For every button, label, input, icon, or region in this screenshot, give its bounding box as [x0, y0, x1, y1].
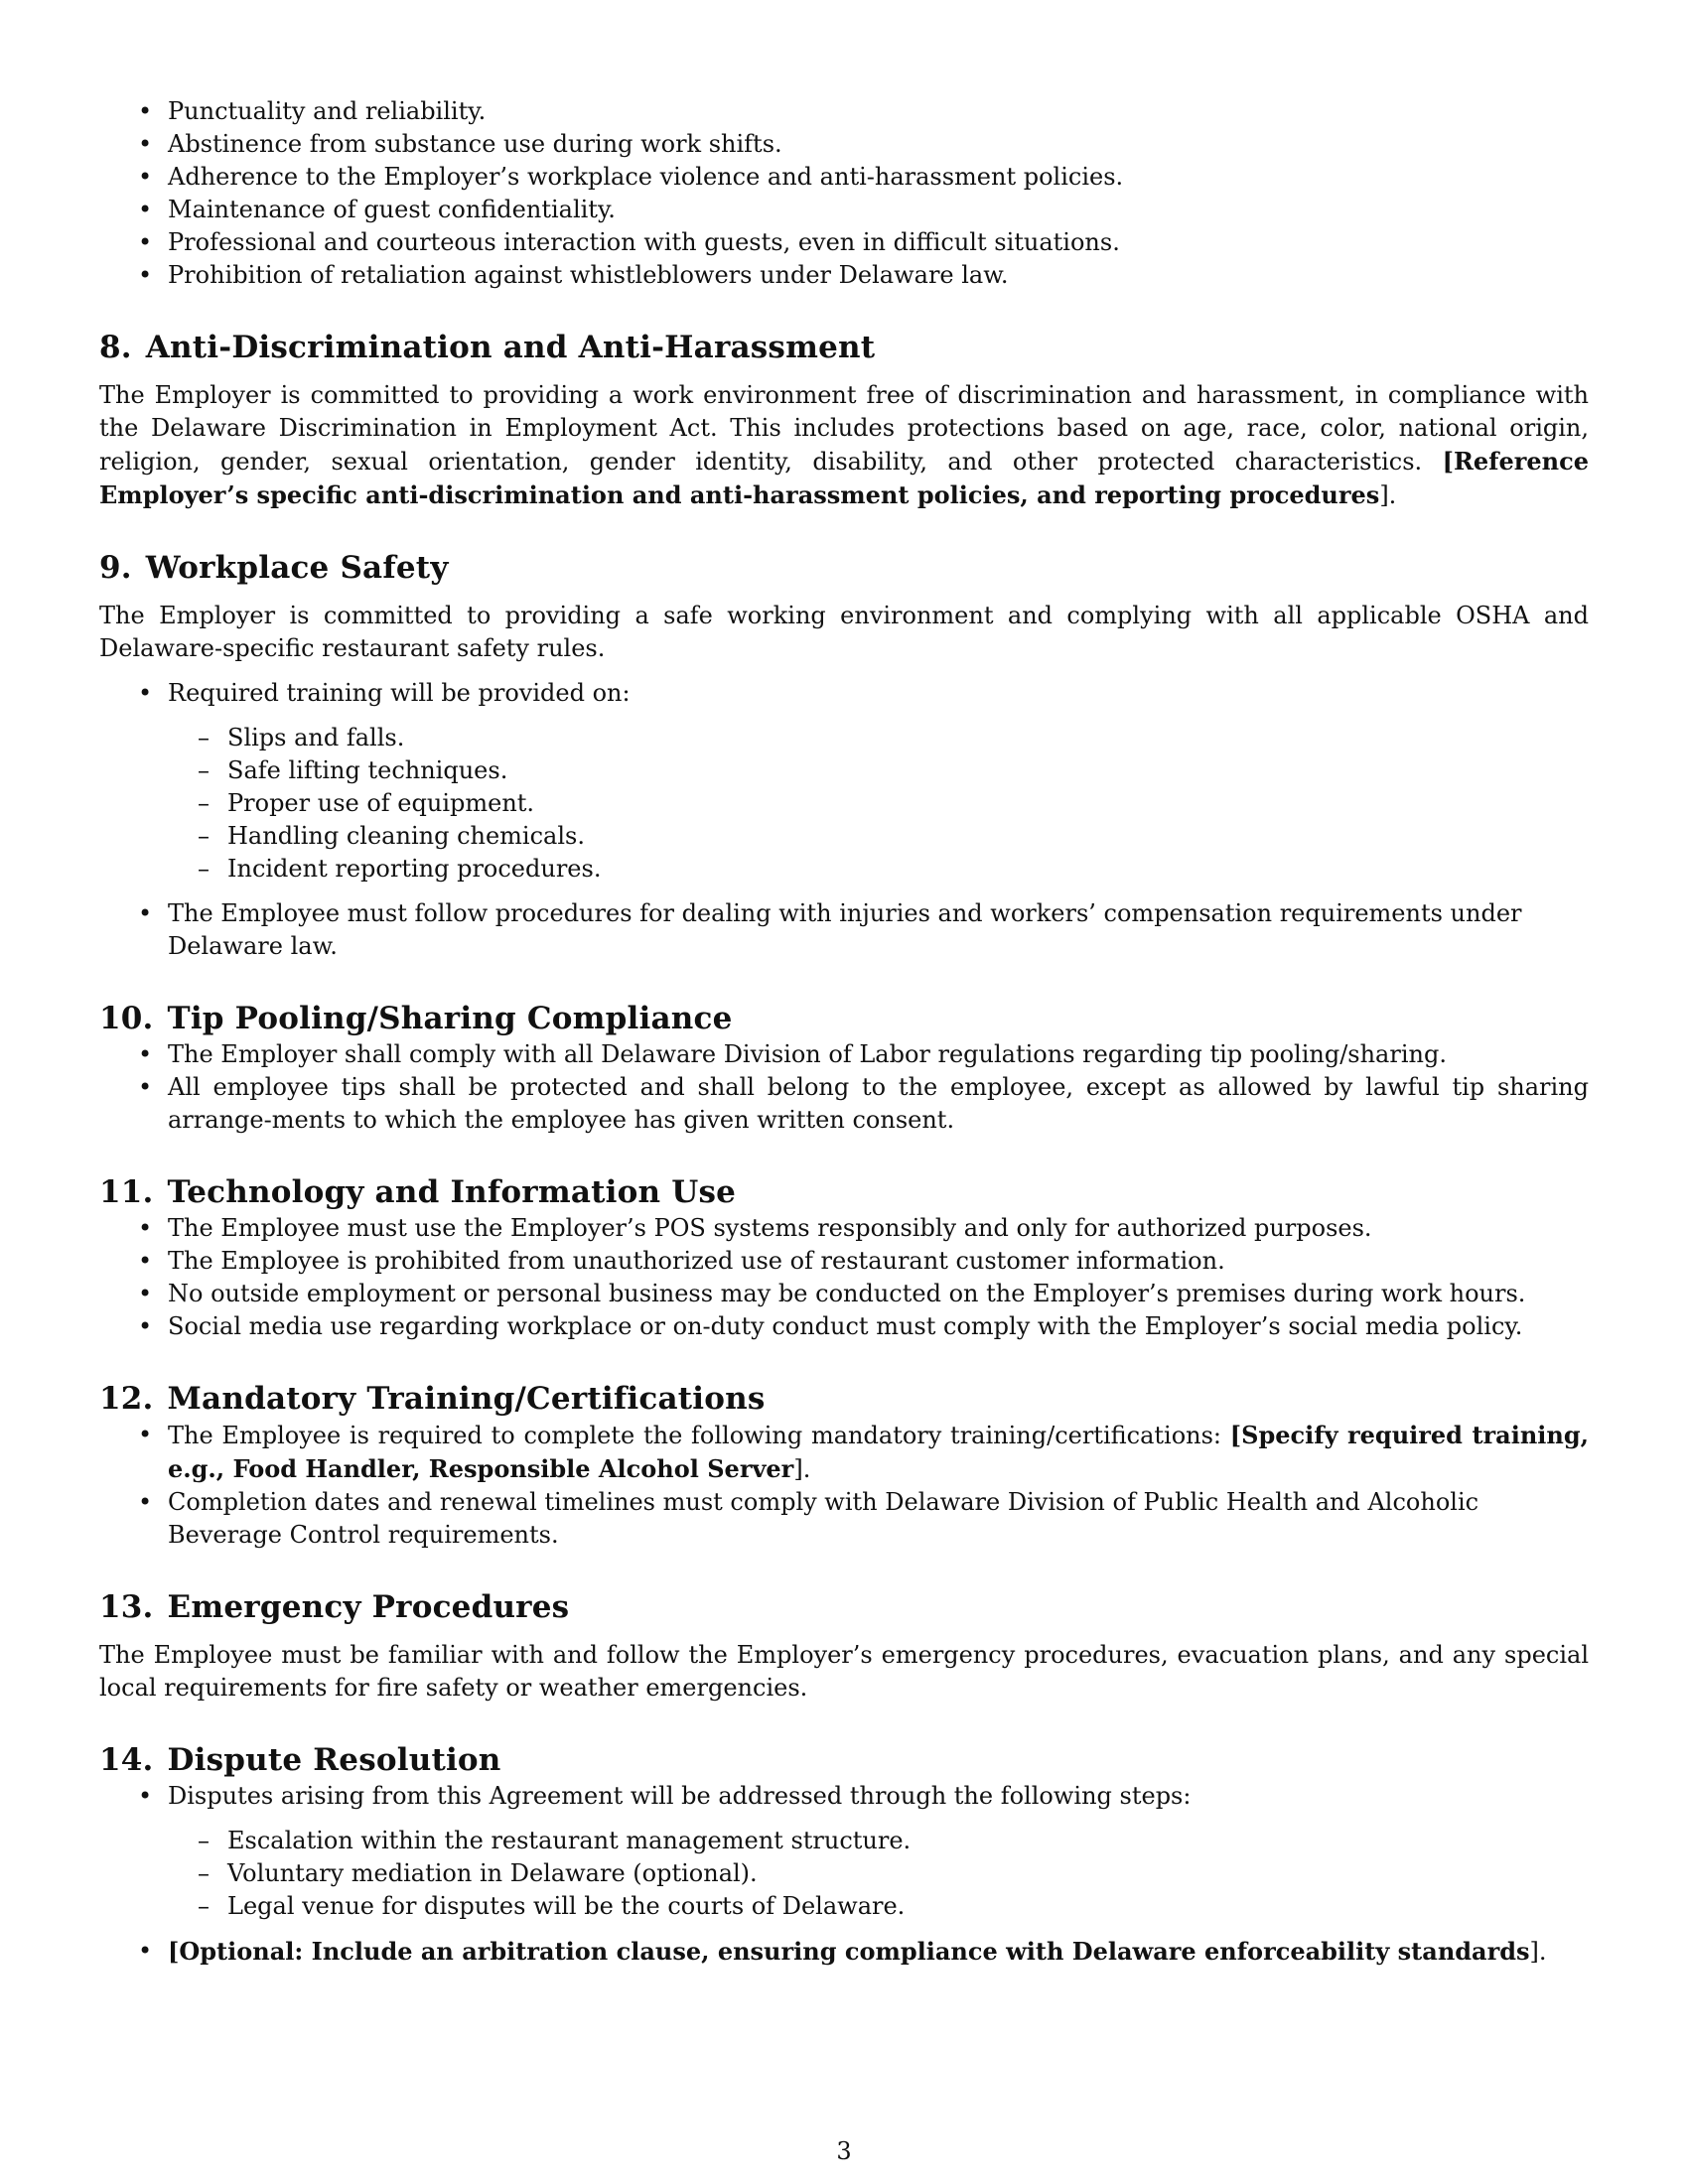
placeholder-text: Optional: Include an arbitration clause, ensuring compliance with Delaware enforceability standards [179, 1937, 1530, 1966]
list-item-text: Required training will be provided on: [168, 679, 631, 707]
section-title: Emergency Procedures [167, 1589, 570, 1625]
document-page [99, 95, 1589, 1969]
list-item: • All employee tips shall be protected and shall belong to the employee, except as allowed by lawful tip sharing arrange-ments to which the employee has given written consent. [99, 1071, 1589, 1137]
section-number: 11. [99, 1174, 154, 1210]
section-heading [99, 1740, 1589, 1780]
section-number: 8. [99, 330, 132, 365]
section-11 [99, 1172, 1589, 1343]
list-item [99, 1419, 1589, 1486]
list-item-text: The Employee is required to complete the following mandatory training/certifications: [168, 1422, 1230, 1449]
sublist-item: – Handling cleaning chemicals. [99, 820, 1589, 853]
list-item: • Prohibition of retaliation against whistleblowers under Delaware law. [99, 259, 1589, 292]
list-item: • Professional and courteous interaction with guests, even in difficult situations. [99, 226, 1589, 259]
list-item: • The Employer shall comply with all Delaware Division of Labor regulations regarding tip pooling/sharing. [99, 1038, 1589, 1071]
section-number: 9. [99, 550, 132, 586]
sublist-item: – Safe lifting techniques. [99, 754, 1589, 787]
list-item: • The Employee is prohibited from unauthorized use of restaurant customer information. [99, 1245, 1589, 1278]
bracket-open: [ [1442, 447, 1454, 476]
section-14 [99, 1740, 1589, 1969]
section-title: Dispute Resolution [167, 1742, 501, 1778]
dispute-list [99, 1780, 1589, 1969]
technology-list [99, 1212, 1589, 1343]
paragraph-text: The Employer is committed to providing a work environment free of discrimination and harassment, in compliance with the Delaware Discrimination in Employment Act. This includes protections based on age, race, color, national origin, religion, gender, sexual orientation, gender identity, disability, and other protected characteristics. [99, 381, 1589, 476]
section-paragraph [99, 379, 1589, 512]
list-item: • Completion dates and renewal timelines must comply with Delaware Division of Public Health and Alcoholic Beverage Control requirements. [99, 1486, 1589, 1552]
section-heading [99, 999, 1589, 1038]
section-9 [99, 548, 1589, 963]
placeholder-text: Specify required training, e.g., Food Handler, Responsible Alcohol Server [168, 1421, 1589, 1483]
tip-list [99, 1038, 1589, 1137]
list-item: • Punctuality and reliability. [99, 95, 1589, 128]
placeholder-text: Reference Employer’s specific anti-discrimination and anti-harassment policies, and reporting procedures [99, 447, 1589, 509]
list-item: • Maintenance of guest confidentiality. [99, 194, 1589, 226]
sublist-item: – Slips and falls. [99, 722, 1589, 754]
training-list [99, 1419, 1589, 1552]
section-heading [99, 548, 1589, 588]
section-8 [99, 328, 1589, 512]
list-item: • Social media use regarding workplace or on-duty conduct must comply with the Employer’s social media policy. [99, 1310, 1589, 1343]
bracket-close: ]. [1379, 481, 1397, 509]
sublist-item: – Incident reporting procedures. [99, 853, 1589, 886]
sublist-item: – Voluntary mediation in Delaware (optional). [99, 1857, 1589, 1890]
bracket-open: [ [168, 1937, 180, 1966]
bracket-open: [ [1229, 1421, 1242, 1449]
section-title: Tip Pooling/Sharing Compliance [167, 1001, 733, 1036]
list-item [99, 1780, 1589, 1923]
section-title: Technology and Information Use [167, 1174, 737, 1210]
section-heading [99, 1172, 1589, 1212]
conduct-list [99, 95, 1589, 292]
list-item: • Adherence to the Employer’s workplace violence and anti-harassment policies. [99, 161, 1589, 194]
section-12 [99, 1379, 1589, 1552]
list-item [99, 1935, 1589, 1969]
sublist-item: – Legal venue for disputes will be the courts of Delaware. [99, 1890, 1589, 1923]
sublist-item: – Escalation within the restaurant management structure. [99, 1825, 1589, 1857]
section-number: 13. [99, 1589, 154, 1625]
training-sublist [99, 722, 1589, 886]
section-paragraph: The Employee must be familiar with and follow the Employer’s emergency procedures, evacuation plans, and any special local requirements for fire safety or weather emergencies. [99, 1641, 1589, 1702]
steps-sublist [99, 1825, 1589, 1923]
list-item: • The Employee must follow procedures for dealing with injuries and workers’ compensation requirements under Delaware law. [99, 897, 1589, 963]
section-13 [99, 1587, 1589, 1705]
section-title: Anti-Discrimination and Anti-Harassment [145, 330, 876, 365]
list-item-text: Disputes arising from this Agreement will be addressed through the following steps: [168, 1782, 1192, 1810]
page-number: 3 [836, 2137, 852, 2165]
list-item [99, 677, 1589, 886]
list-item: • No outside employment or personal business may be conducted on the Employer’s premises during work hours. [99, 1278, 1589, 1310]
safety-list [99, 677, 1589, 963]
bracket-close: ]. [1529, 1938, 1547, 1966]
list-item: • Abstinence from substance use during work shifts. [99, 128, 1589, 161]
section-heading [99, 328, 1589, 367]
section-heading [99, 1379, 1589, 1419]
section-number: 10. [99, 1001, 154, 1036]
section-heading [99, 1587, 1589, 1627]
section-title: Mandatory Training/Certifications [167, 1381, 766, 1417]
list-item: • The Employee must use the Employer’s POS systems responsibly and only for authorized purposes. [99, 1212, 1589, 1245]
section-10 [99, 999, 1589, 1137]
section-title: Workplace Safety [145, 550, 449, 586]
bracket-close: ]. [793, 1455, 811, 1483]
section-paragraph: The Employer is committed to providing a safe working environment and complying with all applicable OSHA and Delaware-specific restaurant safety rules. [99, 602, 1589, 662]
sublist-item: – Proper use of equipment. [99, 787, 1589, 820]
section-number: 14. [99, 1742, 154, 1778]
section-number: 12. [99, 1381, 154, 1417]
